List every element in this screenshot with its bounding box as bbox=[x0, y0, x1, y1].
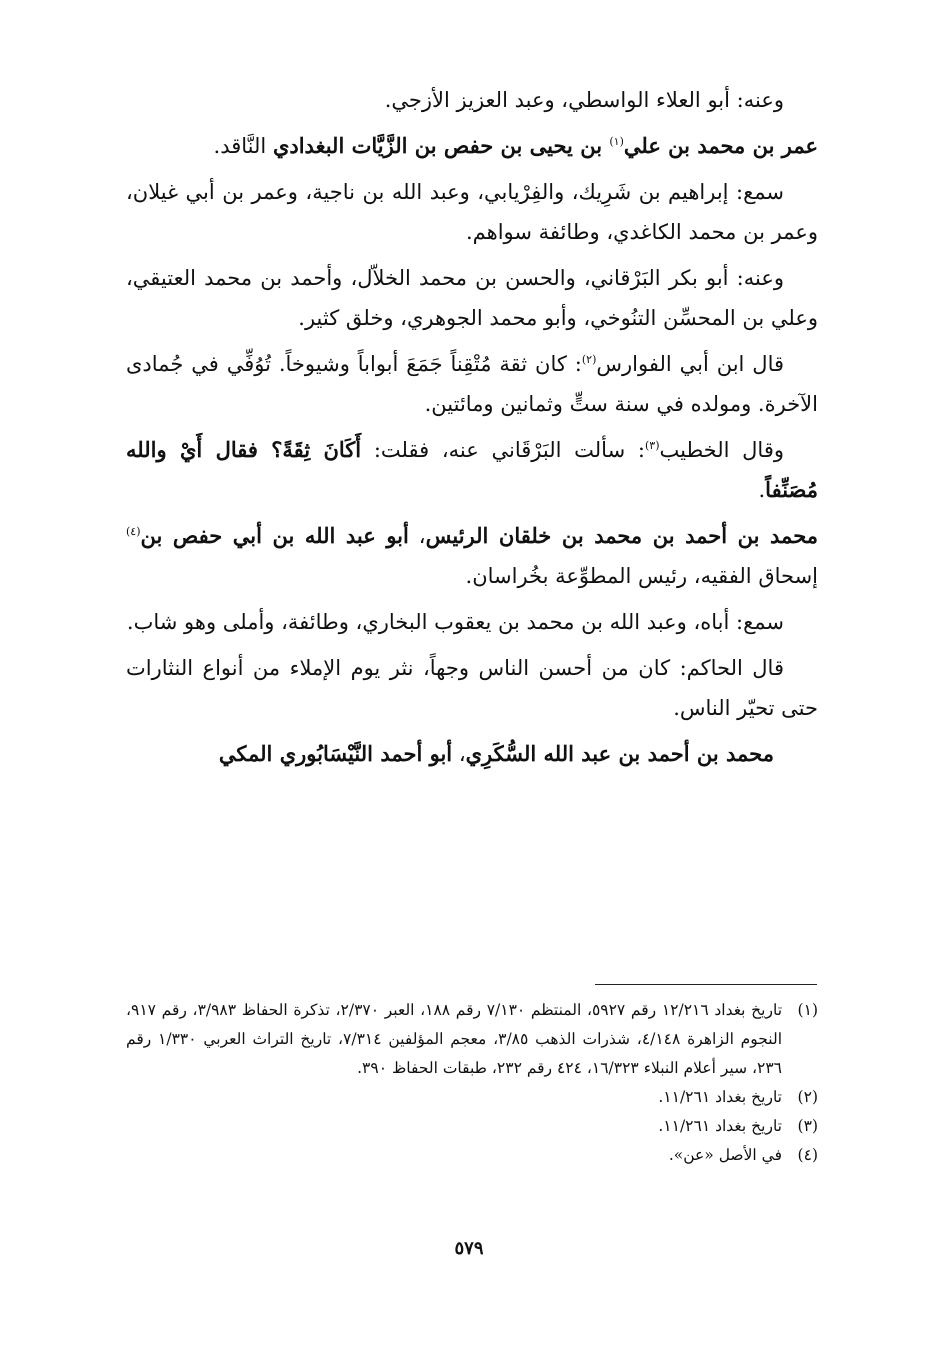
paragraph-narrators-1 bbox=[126, 80, 818, 120]
separator: ، bbox=[452, 742, 466, 766]
footnote-number: (١) bbox=[797, 1001, 818, 1019]
paragraph-ibn-abi-al-fawaris bbox=[126, 344, 818, 424]
footnotes bbox=[126, 996, 818, 1170]
paragraph-text-continued: : سألت البَرْقَاني عنه، فقلت: bbox=[361, 438, 645, 462]
entry-kunya: أبو أحمد النَّيْسَابُوري المكي bbox=[218, 741, 453, 766]
footnote-text: في الأصل «عن». bbox=[668, 1146, 782, 1164]
paragraph-end: . bbox=[758, 478, 766, 502]
footnote-3 bbox=[126, 1112, 818, 1141]
footnote-text: تاريخ بغداد ١٢/٢١٦ رقم ٥٩٢٧، المنتظم ٧/١٣٠ رقم ١٨٨، العبر ٢/٣٧٠، تذكرة الحفاظ ٣/٩٨٣، رقم ٩١٧، النجوم الزاهرة ٤/١٤٨، شذرات الذهب ٣/٨٥، معجم المؤلفين ٧/٣١٤، تاريخ التراث العربي ١/٣٣٠ رقم ٢٣٦، سير أعلام النبلاء ١٦/٣٢٣، ٤٢٤ رقم ٢٣٢، طبقات الحفاظ ٣٩٠. bbox=[126, 1001, 783, 1077]
entry-heading-sukkari bbox=[126, 734, 818, 774]
footnote-4 bbox=[126, 1141, 818, 1170]
entry-title: إسحاق الفقيه، رئيس المطوِّعة بخُراسان. bbox=[465, 564, 818, 588]
paragraph-text: وعنه: أبو بكر البَرْقاني، والحسن بن محمد الخلاّل، وأحمد بن محمد العتيقي، وعلي بن المحسِّن التنُوخي، وأبو محمد الجوهري، وخلق كثير. bbox=[126, 266, 818, 330]
paragraph-text: وعنه: أبو العلاء الواسطي، وعبد العزيز الأزجي. bbox=[384, 88, 784, 112]
footnote-ref-2[interactable]: (٢) bbox=[581, 353, 597, 366]
paragraph-heard-from bbox=[126, 172, 818, 252]
separator: ، bbox=[408, 524, 426, 548]
entry-name: عمر بن محمد بن علي bbox=[623, 133, 818, 158]
footnote-2 bbox=[126, 1083, 818, 1112]
entry-name: محمد بن أحمد بن محمد بن خلقان الرئيس bbox=[425, 523, 819, 548]
quoted-answer: أَكَانَ ثِقَةً؟ فقال أَيْ والله مُصَنِّفاً bbox=[126, 437, 818, 502]
paragraph-text: وقال الخطيب bbox=[659, 438, 785, 462]
paragraph-text: سمع: أباه، وعبد الله بن محمد بن يعقوب البخاري، وطائفة، وأملى وهو شاب. bbox=[126, 610, 784, 634]
footnote-ref-3[interactable]: (٣) bbox=[644, 439, 660, 452]
footnote-ref-1[interactable]: (١) bbox=[609, 135, 624, 148]
footnote-number: (٤) bbox=[797, 1146, 818, 1164]
footnote-divider bbox=[595, 984, 817, 985]
paragraph-text-continued: : كان ثقة مُتْقِناً جَمَعَ أبواباً وشيوخاً. تُوُفِّي في جُمادى الآخرة. ومولده في سنة ستٍّ وثمانين ومائتين. bbox=[126, 352, 818, 416]
entry-name-continued: بن يحيى بن حفص بن الزَّيَّات البغدادي bbox=[272, 133, 610, 158]
entry-heading-umar bbox=[126, 126, 818, 166]
footnote-text: تاريخ بغداد ١١/٢٦١. bbox=[658, 1117, 782, 1135]
main-text bbox=[126, 80, 818, 780]
footnote-number: (٣) bbox=[797, 1117, 818, 1135]
entry-kunya: أبو عبد الله بن أبي حفص بن bbox=[140, 523, 409, 548]
footnote-ref-4[interactable]: (٤) bbox=[126, 525, 141, 538]
entry-name: محمد بن أحمد بن عبد الله السُّكَرِي bbox=[465, 741, 774, 766]
footnote-number: (٢) bbox=[797, 1088, 818, 1106]
entry-heading-khalqan bbox=[126, 516, 818, 596]
paragraph-heard-from-2 bbox=[126, 602, 818, 642]
paragraph-narrators-2 bbox=[126, 258, 818, 338]
page-number: ٥٧٩ bbox=[454, 1238, 484, 1259]
footnote-1 bbox=[126, 996, 818, 1083]
paragraph-text: قال الحاكم: كان من أحسن الناس وجهاً، نثر يوم الإملاء من أنواع النثارات حتى تحيّر الناس. bbox=[126, 656, 818, 720]
paragraph-al-khatib bbox=[126, 430, 818, 510]
paragraph-text: قال ابن أبي الفوارس bbox=[596, 352, 785, 376]
footnote-text: تاريخ بغداد ١١/٢٦١. bbox=[658, 1088, 782, 1106]
paragraph-al-hakim bbox=[126, 648, 818, 728]
paragraph-text: سمع: إبراهيم بن شَرِيك، والفِرْيابي، وعبد الله بن ناجية، وعمر بن أبي غيلان، وعمر بن محمد الكاغدي، وطائفة سواهم. bbox=[126, 180, 818, 244]
entry-title: النَّاقد. bbox=[213, 134, 273, 158]
